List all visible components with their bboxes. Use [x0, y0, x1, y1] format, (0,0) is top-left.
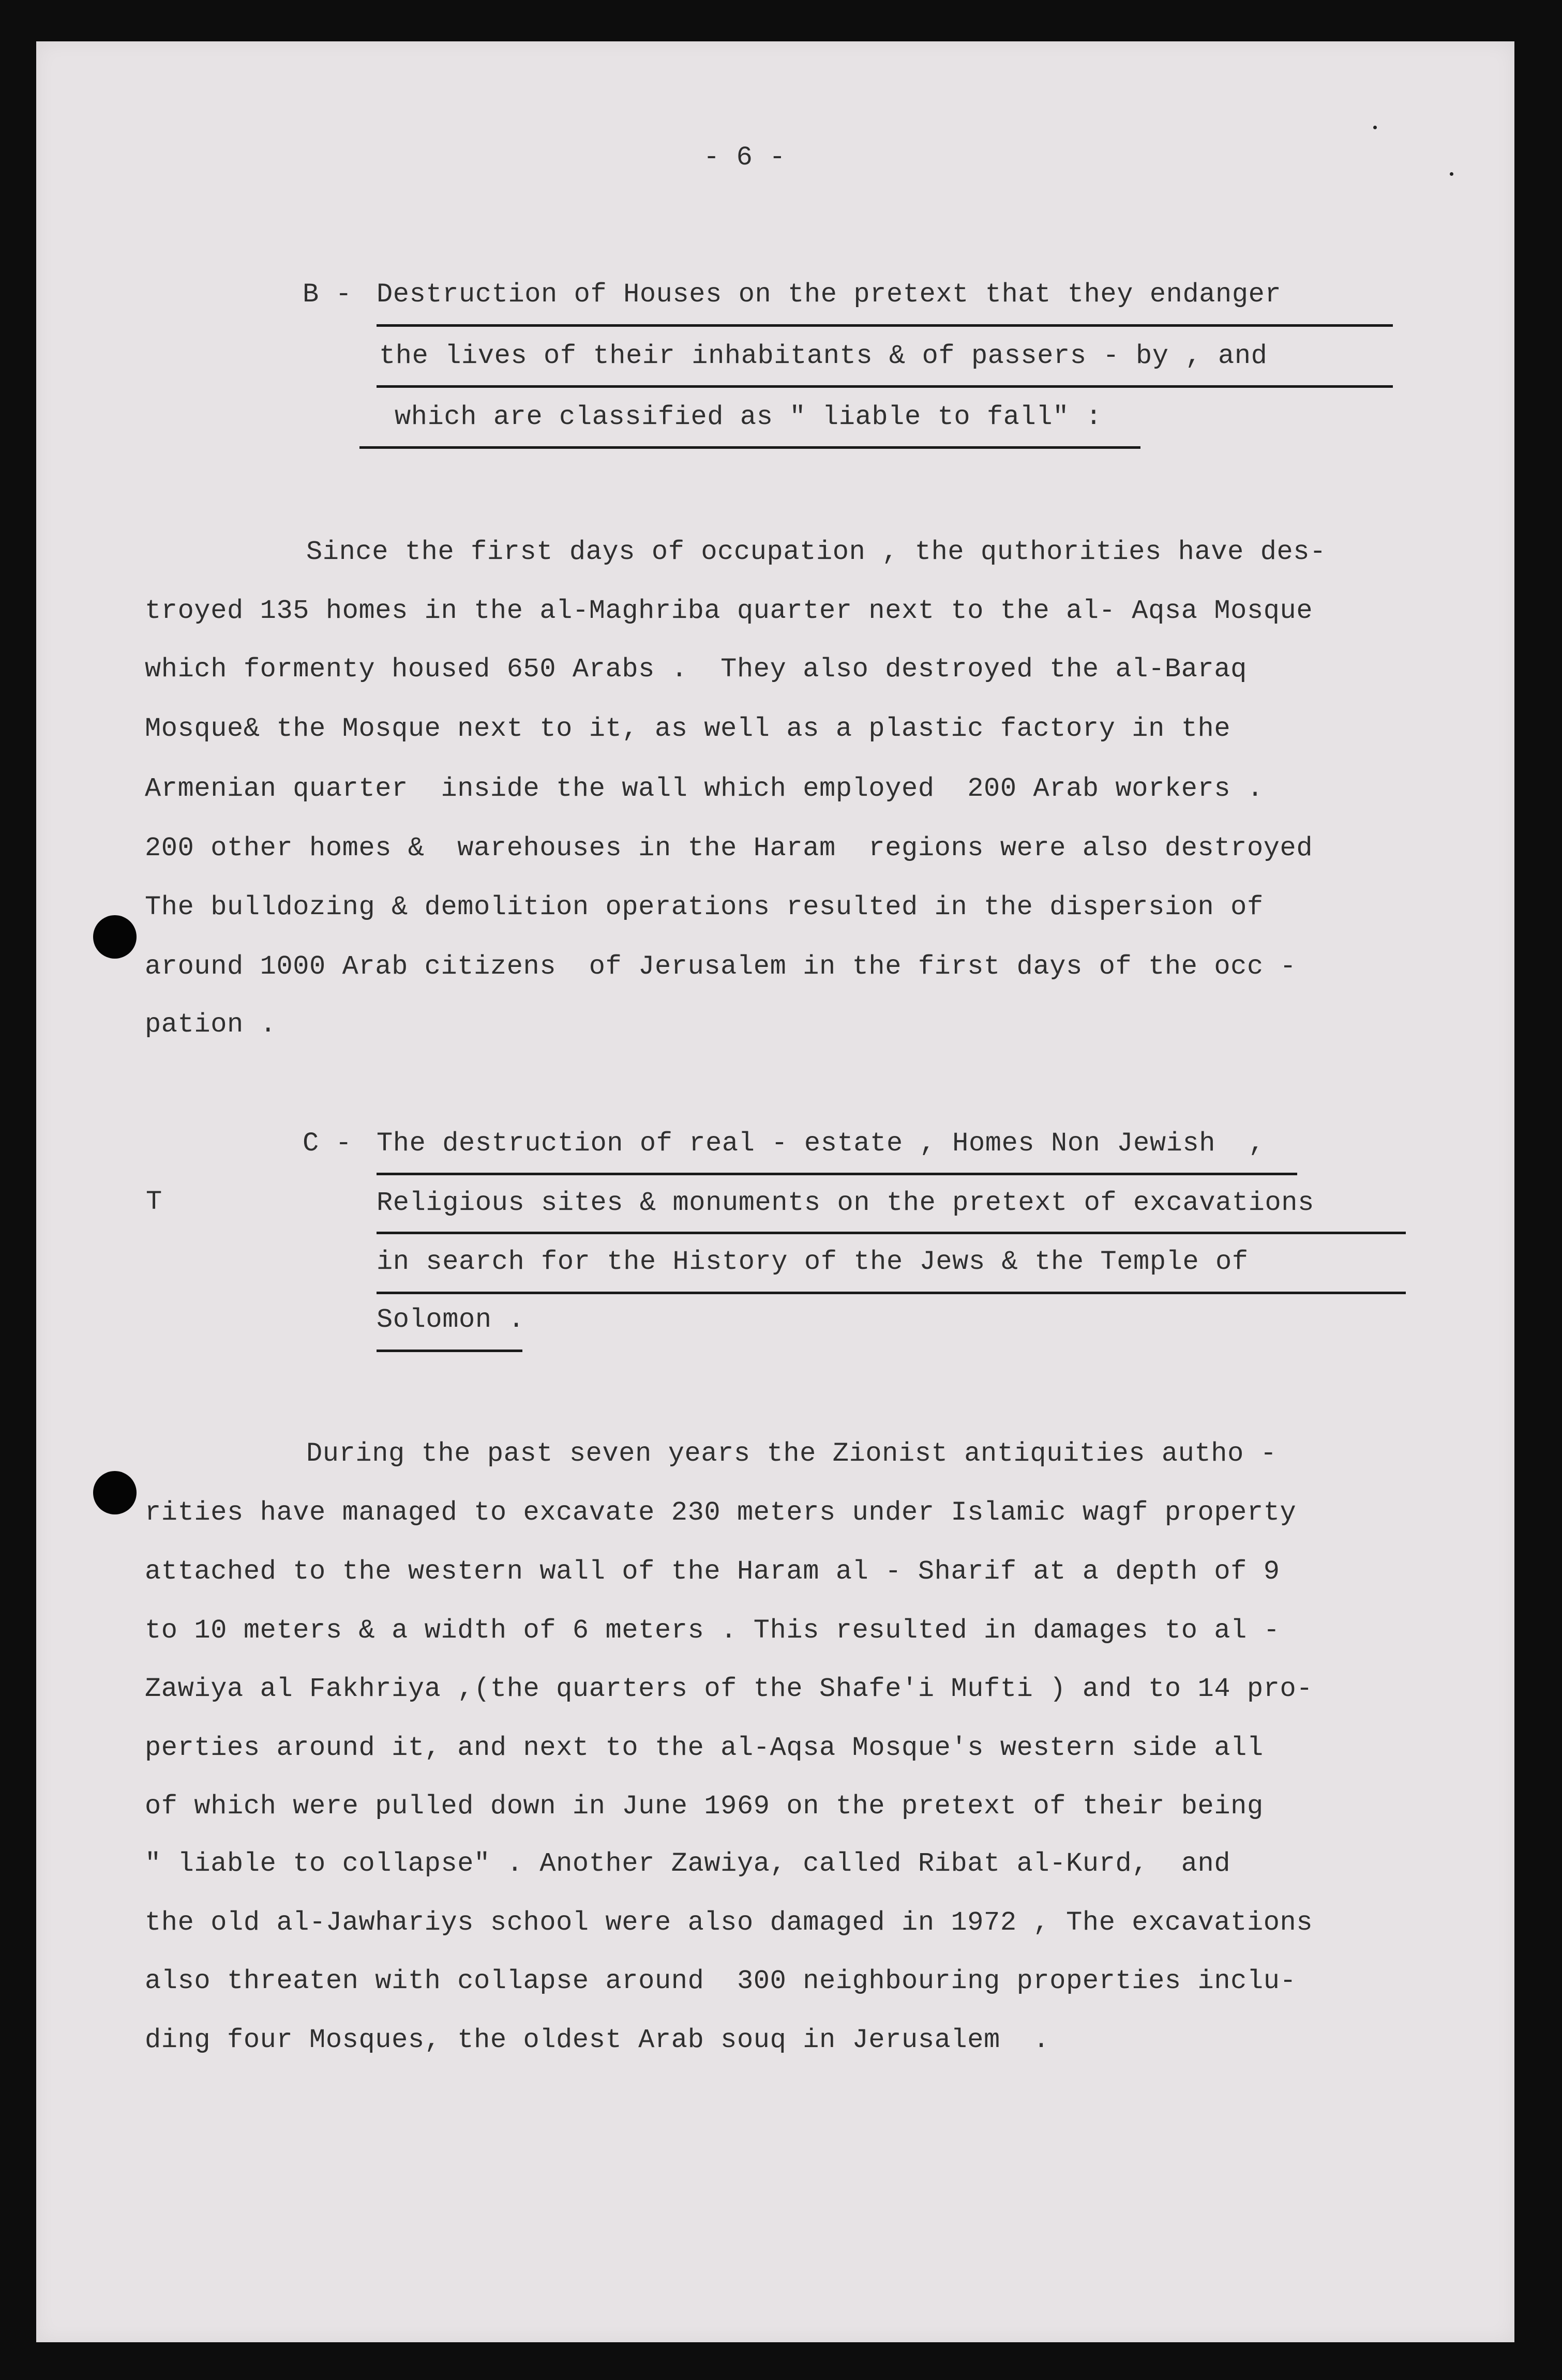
section-c-marker: C - — [303, 1128, 352, 1159]
section-c-heading-line-2: Religious sites & monuments on the pretext of excavations — [377, 1188, 1314, 1218]
paragraph-2-line-1: During the past seven years the Zionist antiquities autho - — [306, 1438, 1277, 1469]
section-b-heading-line-2: the lives of their inhabitants & of passers - by , and — [379, 341, 1268, 371]
section-c-underline-2 — [377, 1232, 1406, 1234]
paragraph-1-line-7: The bulldozing & demolition operations resulted in the dispersion of — [145, 892, 1264, 922]
section-c-heading-line-1: The destruction of real - estate , Homes Non Jewish , — [377, 1128, 1265, 1159]
section-c-underline-4 — [377, 1350, 522, 1352]
paragraph-2-line-6: perties around it, and next to the al-Aqsa Mosque's western side all — [145, 1733, 1264, 1763]
paragraph-2-line-2: rities have managed to excavate 230 meters under Islamic wagf property — [145, 1497, 1297, 1528]
paragraph-2-line-9: the old al-Jawhariys school were also damaged in 1972 , The excavations — [145, 1907, 1313, 1938]
section-c-heading-line-4: Solomon . — [377, 1305, 525, 1335]
paragraph-2-line-8: " liable to collapse" . Another Zawiya, called Ribat al-Kurd, and — [145, 1848, 1231, 1879]
paragraph-1-line-2: troyed 135 homes in the al-Maghriba quarter next to the al- Aqsa Mosque — [145, 596, 1313, 626]
paper-speck — [1450, 172, 1453, 176]
paragraph-2-line-7: of which were pulled down in June 1969 on the pretext of their being — [145, 1791, 1264, 1822]
paragraph-1-line-3: which formenty housed 650 Arabs . They also destroyed the al-Baraq — [145, 654, 1247, 685]
paragraph-1-line-5: Armenian quarter inside the wall which employed 200 Arab workers . — [145, 774, 1264, 804]
section-b-underline-3 — [359, 446, 1140, 449]
punch-hole-lower — [93, 1471, 137, 1514]
punch-hole-upper — [93, 915, 137, 959]
section-b-underline-2 — [377, 385, 1393, 388]
section-c-underline-3 — [377, 1292, 1406, 1294]
section-b-underline-1 — [377, 324, 1393, 327]
page-number: - 6 - — [703, 142, 786, 173]
section-b-marker: B - — [303, 279, 352, 310]
section-c-underline-1 — [377, 1173, 1297, 1175]
paragraph-1-line-4: Mosque& the Mosque next to it, as well as a plastic factory in the — [145, 714, 1231, 744]
paper-speck — [1373, 126, 1377, 129]
paragraph-1-line-1: Since the first days of occupation , the quthorities have des- — [306, 537, 1326, 567]
paragraph-2-line-11: ding four Mosques, the oldest Arab souq in Jerusalem . — [145, 2025, 1050, 2055]
paragraph-1-line-6: 200 other homes & warehouses in the Haram regions were also destroyed — [145, 833, 1313, 863]
paragraph-1-line-9: pation . — [145, 1009, 277, 1040]
section-b-heading-line-1: Destruction of Houses on the pretext that they endanger — [377, 279, 1282, 310]
paragraph-2-line-10: also threaten with collapse around 300 neighbouring properties inclu- — [145, 1966, 1297, 1996]
paragraph-2-line-4: to 10 meters & a width of 6 meters . This resulted in damages to al - — [145, 1615, 1280, 1646]
paragraph-1-line-8: around 1000 Arab citizens of Jerusalem in the first days of the occ - — [145, 951, 1297, 982]
paragraph-2-line-5: Zawiya al Fakhriya ,(the quarters of the Shafe'i Mufti ) and to 14 pro- — [145, 1674, 1313, 1704]
section-b-heading-line-3: which are classified as " liable to fall" : — [395, 402, 1102, 432]
paragraph-2-line-3: attached to the western wall of the Haram al - Sharif at a depth of 9 — [145, 1556, 1280, 1587]
section-c-heading-line-3: in search for the History of the Jews & the Temple of — [377, 1247, 1249, 1277]
margin-note: T — [146, 1187, 162, 1217]
